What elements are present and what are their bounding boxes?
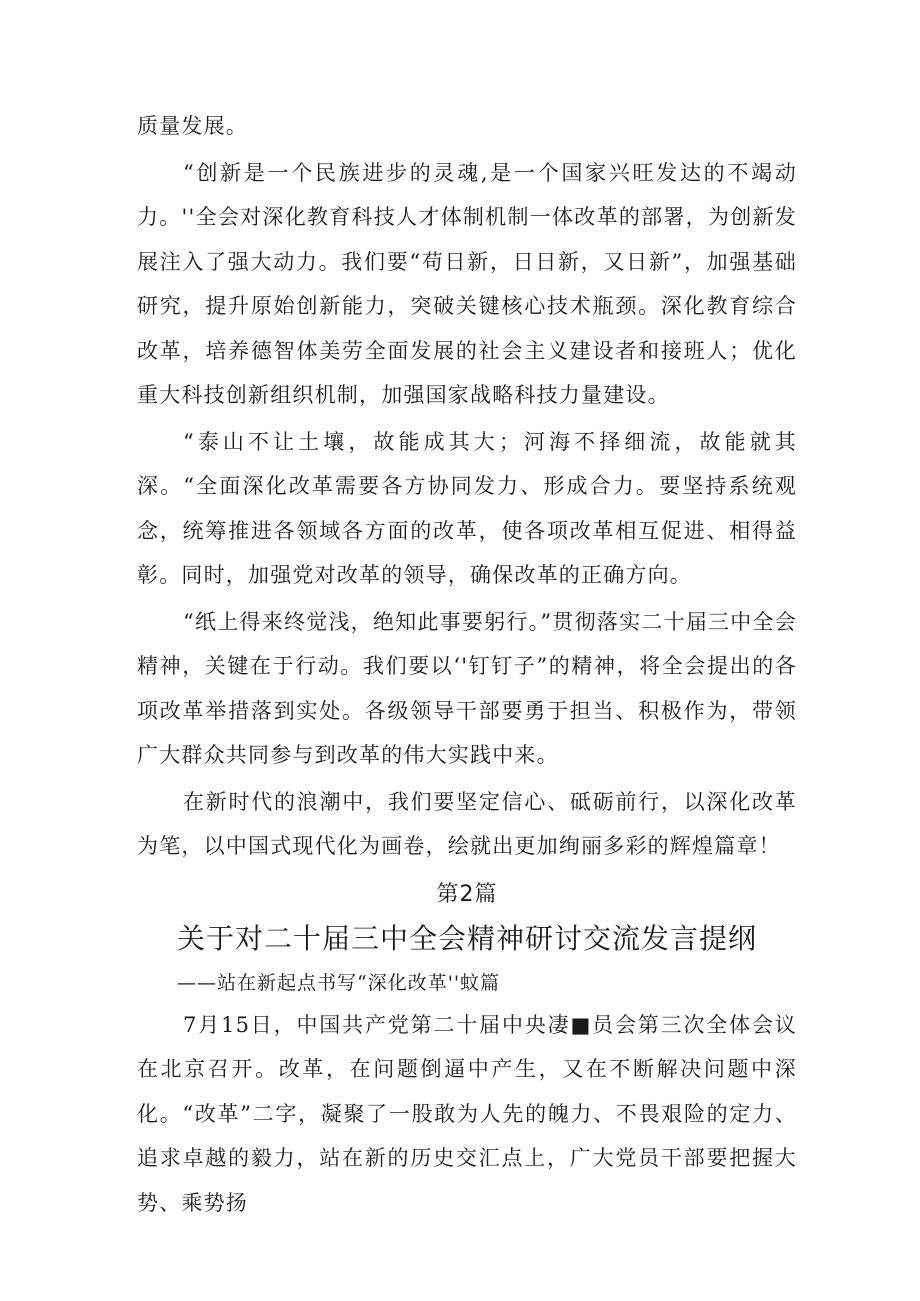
paragraph-action: “纸上得来终觉浅，绝知此事要躬行。”贯彻落实二十届三中全会精神，关键在于行动。我们要以‘'钉钉子”的精神，将全会提出的各项改革举措落到实处。各级领导干部要勇于担当、积极作为，带领广大群众共同参与到改革的伟大实践中来。	[137, 609, 797, 767]
section-subtitle: ——站在新起点书写“深化改革''蚊篇	[177, 971, 501, 994]
section-title: 关于对二十届三中全会精神研讨交流发言提纲	[176, 921, 757, 955]
paragraph-continuation: 质量发展。	[137, 114, 248, 138]
paragraph-innovation: “创新是一个民族进步的灵魂,是一个国家兴旺发达的不竭动力。''全会对深化教育科技人才体制机制一体改革的部署，为创新发展注入了强大动力。我们要“苟日新，日日新，又日新”，加强基础研究，提升原始创新能力，突破关键核心技术瓶颈。深化教育综合改革，培养德智体美劳全面发展的社会主义建设者和接班人；优化重大科技创新组织机制，加强国家战略科技力量建设。	[137, 160, 797, 407]
paragraph-coordination: “泰山不让土壤，故能成其大；河海不择细流，故能就其深。“全面深化改革需要各方协同发力、形成合力。要坚持系统观念，统筹推进各领域各方面的改革，使各项改革相互促进、相得益彰。同时，加强党对改革的领导，确保改革的正确方向。	[137, 429, 797, 587]
document-body	[137, 104, 797, 1225]
paragraph-conclusion: 在新时代的浪潮中，我们要坚定信心、砥砺前行，以深化改革为笔，以中国式现代化为画卷，绘就出更加绚丽多彩的辉煌篇章！	[137, 789, 797, 858]
section-number: 第2篇	[436, 881, 498, 907]
paragraph-opening: 7月15日，中国共产党第二十届中央凄■员会第三次全体会议在北京召开。改革，在问题倒逼中产生，又在不断解决问题中深化。“改革”二字，凝聚了一股敢为人先的魄力、不畏艰险的定力、追求卓越的毅力，站在新的历史交汇点上，广大党员干部要把握大势、乘势扬	[137, 1012, 797, 1215]
